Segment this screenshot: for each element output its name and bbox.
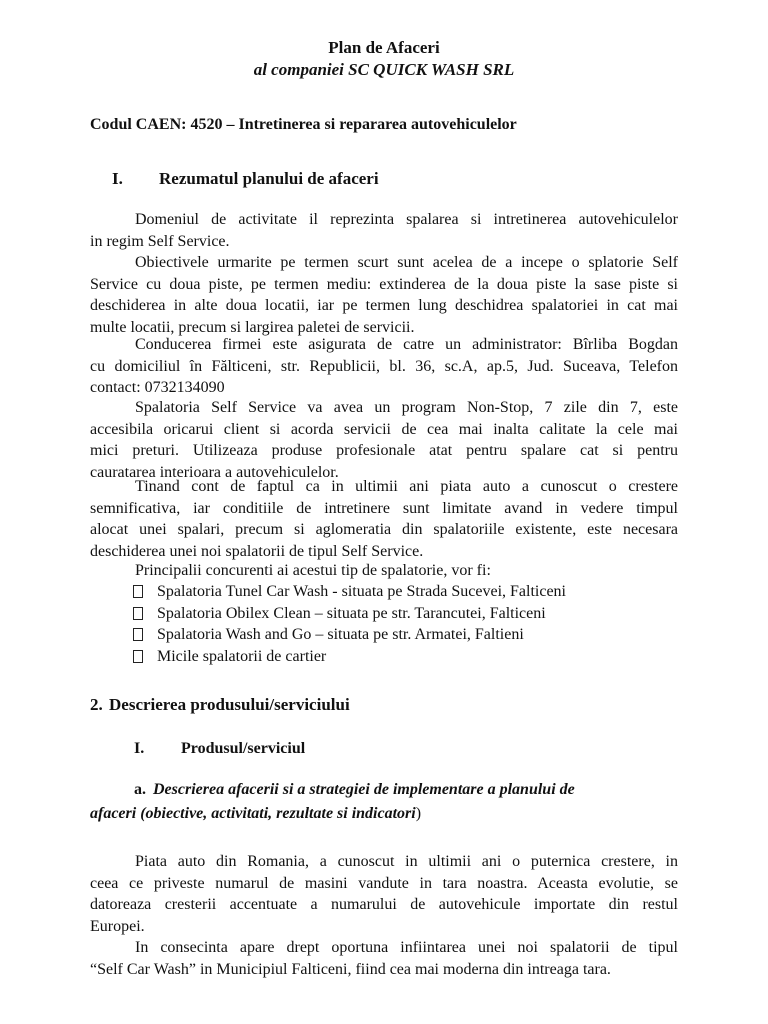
subsection-title: Produsul/serviciul — [181, 740, 306, 757]
square-bullet-icon — [133, 628, 143, 641]
section-1-paragraph — [90, 476, 678, 562]
text-line: cu domiciliul în Fălticeni, str. Republicii, bl. 36, sc.A, ap.5, Jud. Suceava, Telefon — [90, 357, 678, 375]
text-line: Principalii concurenti ai acestui tip de spalatorie, vor fi: — [135, 562, 491, 579]
section-2-paragraph — [90, 937, 678, 980]
list-item — [133, 646, 566, 668]
item-a-heading-line2 — [90, 805, 421, 823]
text-line: in regim Self Service. — [90, 232, 230, 250]
competitor-name: Spalatoria Wash and Go – situata pe str. Armatei, Faltieni — [157, 626, 524, 643]
section-2-title: Descrierea produsului/serviciului — [109, 695, 350, 714]
document-subtitle: al companiei SC QUICK WASH SRL — [253, 60, 515, 79]
section-1-title: Rezumatul planului de afaceri — [159, 169, 379, 188]
text-line: Obiectivele urmarite pe termen scurt sunt acelea de a incepe o splatorie Self — [135, 254, 678, 271]
item-a-closing-paren: ) — [415, 805, 422, 822]
caen-code: Codul CAEN: 4520 – Intretinerea si repararea autovehiculelor — [90, 116, 517, 133]
text-line: mici preturi. Utilizeaza produse profesionale atat pentru spalare cat si pentru — [90, 442, 678, 459]
text-line: “Self Car Wash” in Municipiul Falticeni, fiind cea mai moderna din intreaga tara. — [90, 960, 611, 978]
section-1-paragraph — [90, 334, 678, 399]
text-line: datoreaza cresterii accentuate a numarului de autovehicule importate din restul — [90, 896, 678, 913]
competitor-name: Micile spalatorii de cartier — [157, 647, 327, 665]
text-line: Conducerea firmei este asigurata de catre un administrator: Bîrliba Bogdan — [135, 336, 678, 353]
list-item — [133, 603, 566, 625]
section-2-number: 2. — [90, 695, 103, 714]
item-a-label: a. — [134, 781, 146, 798]
text-line: Piata auto din Romania, a cunoscut in ultimii ani o puternica crestere, in — [135, 853, 678, 870]
text-line: deschiderea in alte doua locatii, iar pe termen lung deschidrea spalatoriei in cat mai — [90, 297, 678, 314]
list-item — [133, 624, 566, 646]
subsection-number: I. — [134, 740, 145, 757]
section-1-paragraph — [90, 252, 678, 338]
square-bullet-icon — [133, 607, 143, 620]
text-line: accesibila oricarui client si acorda servicii de cea mai inalta calitate la cele mai — [90, 420, 678, 438]
text-line: contact: 0732134090 — [90, 379, 225, 396]
text-line: Domeniul de activitate il reprezinta spalarea si intretinerea autovehiculelor — [135, 211, 678, 228]
text-line: Spalatoria Self Service va avea un program Non-Stop, 7 zile din 7, este — [135, 399, 678, 416]
text-line: semnificativa, iar conditiile de intretinere sunt limitate avand in vedere timpul — [90, 499, 678, 517]
competitor-list — [133, 581, 566, 667]
document-title: Plan de Afaceri — [328, 38, 440, 57]
square-bullet-icon — [133, 585, 143, 598]
text-line: Tinand cont de faptul ca in ultimii ani piata auto a cunoscut o crestere — [135, 478, 678, 495]
competitor-name: Spalatoria Tunel Car Wash - situata pe Strada Sucevei, Falticeni — [157, 583, 566, 600]
section-1-paragraph — [90, 397, 678, 483]
text-line: Europei. — [90, 917, 145, 935]
square-bullet-icon — [133, 650, 143, 663]
text-line: cauratarea interioara a autovehiculelor. — [90, 463, 339, 481]
item-a-heading-text: afaceri (obiective, activitati, rezultate si indicatori — [90, 805, 416, 822]
text-line: Service cu doua piste, pe termen mediu: extinderea de la doua piste la sase piste si — [90, 275, 678, 293]
text-line: multe locatii, precum si largirea paletei de servicii. — [90, 318, 415, 336]
competitor-name: Spalatoria Obilex Clean – situata pe str. Tarancutei, Falticeni — [157, 604, 546, 622]
text-line: ceea ce priveste numarul de masini vandute in tara noastra. Aceasta evolutie, se — [90, 874, 678, 892]
item-a-heading-line1: Descrierea afacerii si a strategiei de implementare a planului de — [153, 781, 575, 798]
text-line: In consecinta apare drept oportuna infiintarea unei noi spalatorii de tipul — [135, 939, 678, 956]
text-line: deschiderea unei noi spalatorii de tipul Self Service. — [90, 542, 424, 560]
list-item — [133, 581, 566, 603]
section-1-paragraph — [90, 560, 678, 582]
section-2-paragraph — [90, 851, 678, 937]
section-1-paragraph — [90, 209, 678, 252]
text-line: alocat unei spalari, precum si aglomeratia din spalatoriile existente, este necesara — [90, 521, 678, 538]
section-1-number: I. — [112, 169, 123, 188]
